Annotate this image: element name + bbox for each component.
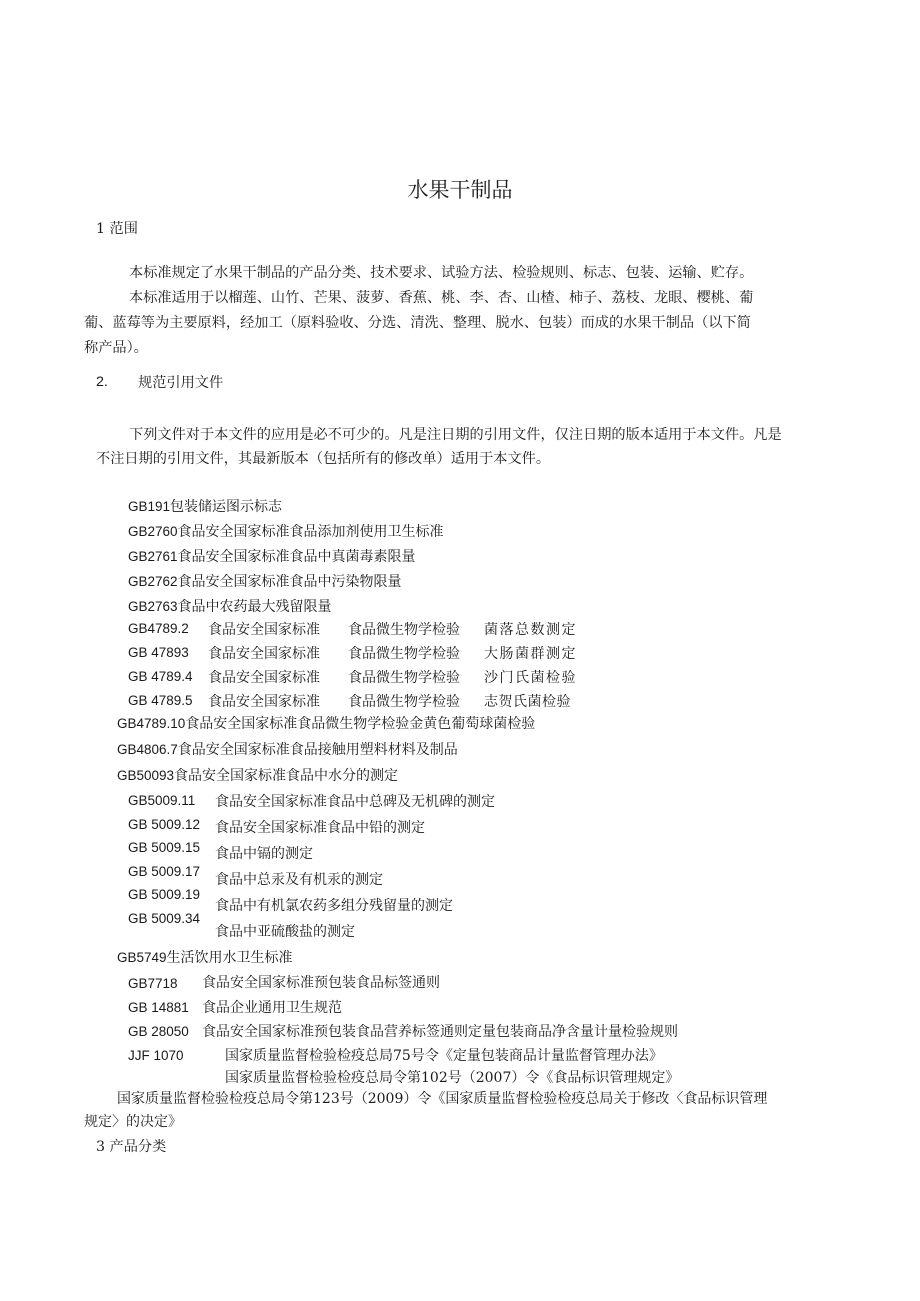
reference-code: GB 5009.12	[128, 817, 201, 832]
reference-item-line-1: 国家质量监督检验检疫总局令第123号（2009）令《国家质量监督检验检疫总局关于修改〈食品标识管理	[117, 1091, 768, 1107]
reference-code: GB2761	[128, 549, 178, 564]
reference-code: GB4806.7	[117, 742, 178, 757]
reference-title-part-2: 食品微生物学检验	[348, 694, 460, 710]
section-1-para-1: 本标准规定了水果干制品的产品分类、技术要求、试验方法、检验规则、标志、包装、运输、贮存。	[129, 265, 754, 281]
section-2-heading: 规范引用文件	[138, 375, 224, 391]
reference-item	[128, 521, 444, 541]
section-2-number: 2.	[96, 374, 108, 390]
reference-code: GB 5009.17	[128, 864, 201, 879]
reference-item	[128, 496, 282, 516]
reference-code: GB5749	[117, 950, 167, 965]
section-3-heading: 3 产品分类	[96, 1139, 167, 1155]
reference-code: GB 14881	[128, 1000, 189, 1015]
reference-code: GB2762	[128, 574, 178, 589]
reference-item	[128, 546, 416, 566]
reference-title-part-2: 食品微生物学检验	[348, 670, 460, 686]
reference-title: 食品中亚硫酸盐的测定	[215, 924, 355, 940]
reference-code: GB2763	[128, 599, 178, 614]
section-1-heading: 1 范围	[96, 221, 138, 237]
reference-item	[117, 713, 535, 733]
reference-code: GB7718	[128, 976, 178, 991]
reference-code: GB 4789.4	[128, 669, 193, 684]
reference-title: 食品安全国家标准食品中总碑及无机碑的测定	[215, 794, 495, 810]
reference-title: 食品安全国家标准食品接触用塑料材料及制品	[177, 742, 458, 758]
section-2-para-line-1: 下列文件对于本文件的应用是必不可少的。凡是注日期的引用文件，仅注日期的版本适用于本文件。凡是	[129, 427, 782, 443]
reference-code: GB 28050	[128, 1024, 189, 1039]
reference-title: 包装储运图示标志	[170, 499, 283, 515]
section-1-para-2-line-2: 葡、蓝莓等为主要原料，经加工（原料验收、分选、清洗、整理、脱水、包装）而成的水果干制品（以下简	[84, 315, 751, 331]
reference-code: GB5009.11	[128, 793, 196, 808]
reference-code: GB4789.2	[128, 621, 189, 636]
reference-code: GB50093	[117, 768, 175, 783]
reference-code: GB 47893	[128, 645, 189, 660]
reference-item	[128, 571, 402, 591]
reference-title: 食品安全国家标准食品中铅的测定	[215, 820, 425, 836]
reference-title-part-3: 菌落总数测定	[484, 622, 577, 638]
reference-item	[117, 765, 398, 785]
reference-code: GB 5009.19	[128, 887, 201, 902]
reference-title-part-2: 食品微生物学检验	[348, 622, 460, 638]
reference-title: 食品安全国家标准食品中真菌毒素限量	[177, 549, 416, 565]
reference-title-part-3: 沙门氏菌检验	[484, 670, 577, 686]
reference-item	[117, 947, 293, 967]
reference-title: 食品中总汞及有机汞的测定	[215, 872, 383, 888]
reference-title-part-3: 志贺氏菌检验	[484, 694, 571, 710]
reference-title: 食品安全国家标准食品添加剂使用卫生标准	[177, 524, 444, 540]
reference-title-part-1: 食品安全国家标准	[208, 670, 320, 686]
reference-code: GB 5009.15	[128, 840, 201, 855]
reference-code: GB2760	[128, 524, 178, 539]
reference-title-part-2: 食品微生物学检验	[348, 646, 460, 662]
reference-title: 食品安全国家标准食品中污染物限量	[177, 574, 402, 590]
reference-item-line-2: 规定〉的决定》	[84, 1114, 182, 1130]
section-1-para-2-line-3: 称产品）。	[84, 340, 148, 356]
section-1-para-2-line-1: 本标准适用于以榴莲、山竹、芒果、菠萝、香蕉、桃、李、杏、山楂、柿子、荔枝、龙眼、樱桃、葡	[129, 290, 754, 306]
reference-title: 食品中农药最大残留限量	[177, 599, 332, 615]
reference-title: 食品安全国家标准食品微生物学检验金黄色葡萄球菌检验	[185, 716, 536, 732]
reference-code: GB 5009.34	[128, 911, 201, 926]
document-title: 水果干制品	[407, 178, 513, 202]
reference-title: 食品中有机氯农药多组分残留量的测定	[215, 898, 453, 914]
reference-title-part-1: 食品安全国家标准	[208, 622, 320, 638]
reference-code: GB4789.10	[117, 716, 186, 731]
reference-title: 国家质量监督检验检疫总局75号令《定量包装商品计量监督管理办法》	[225, 1048, 663, 1064]
reference-code: GB191	[128, 499, 171, 514]
reference-item	[128, 596, 332, 616]
reference-title-part-3: 大肠菌群测定	[484, 646, 577, 662]
reference-title: 食品企业通用卫生规范	[202, 1000, 342, 1016]
reference-item	[117, 739, 458, 759]
reference-item: 国家质量监督检验检疫总局令第102号（2007）令《食品标识管理规定》	[225, 1070, 680, 1086]
reference-title-part-1: 食品安全国家标准	[208, 694, 320, 710]
reference-code: GB 4789.5	[128, 693, 193, 708]
reference-title-part-1: 食品安全国家标准	[208, 646, 320, 662]
reference-code: JJF 1070	[128, 1048, 184, 1063]
reference-title: 食品安全国家标准食品中水分的测定	[174, 768, 399, 784]
reference-title: 食品中镉的测定	[215, 846, 313, 862]
section-2-para-line-2: 不注日期的引用文件，其最新版本（包括所有的修改单）适用于本文件。	[96, 451, 551, 467]
reference-title: 食品安全国家标准预包装食品标签通则	[202, 975, 440, 991]
reference-title: 生活饮用水卫生标准	[166, 950, 293, 966]
reference-title: 食品安全国家标准预包装食品营养标签通则定量包装商品净含量计量检验规则	[202, 1024, 678, 1040]
